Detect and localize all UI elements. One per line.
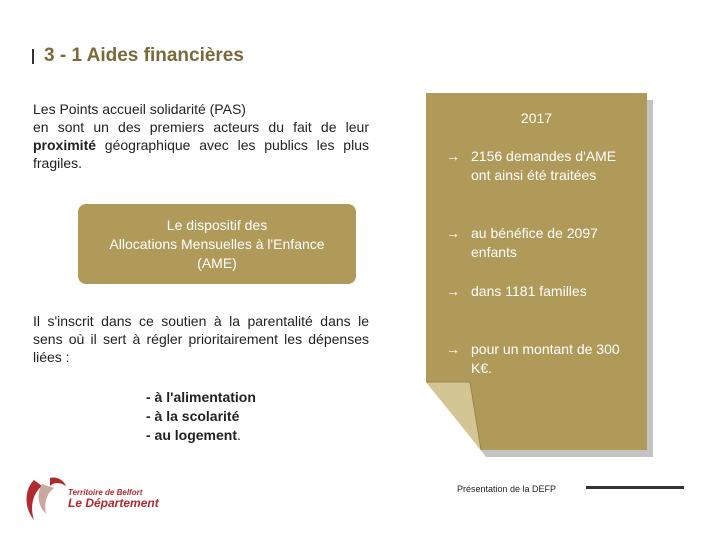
intro-bold: proximité xyxy=(33,137,97,153)
arrow-icon: → xyxy=(446,283,460,299)
logo-top-text: Territoire de Belfort xyxy=(68,488,143,497)
list-item: - au logement. xyxy=(146,427,241,443)
arrow-icon: → xyxy=(446,225,460,241)
box-line-2: Allocations Mensuelles à l'Enfance xyxy=(109,235,325,252)
ame-box xyxy=(78,204,356,284)
description-paragraph: Il s'inscrit dans ce soutien à la parentalité dans le sens où il sert à régler prioritairement les dépenses liées : xyxy=(33,313,369,365)
box-line-1: Le dispositif des xyxy=(166,216,268,233)
stat-text: dans 1181 familles xyxy=(471,283,587,299)
intro-text-after: géographique avec les publics les plus fragiles. xyxy=(33,137,369,171)
bullet-end: . xyxy=(237,427,241,443)
intro-text-before: en sont un des premiers acteurs du fait de leur xyxy=(33,119,369,135)
footer-text: Présentation de la DEFP xyxy=(457,484,557,494)
intro-paragraph xyxy=(33,100,369,172)
expense-list xyxy=(146,388,256,445)
stat-text: au bénéfice de 2097 enfants xyxy=(471,225,598,260)
panel-year: 2017 xyxy=(520,110,553,126)
page-title: 3 - 1 Aides financières xyxy=(44,45,244,66)
list-item: - à l'alimentation xyxy=(146,389,256,405)
arrow-icon: → xyxy=(446,148,460,164)
list-item: - à la scolarité xyxy=(146,408,240,424)
logo-main-text: Le Département xyxy=(68,496,159,510)
stat-text: pour un montant de 300 K€. xyxy=(471,341,620,376)
box-line-3: (AME) xyxy=(197,254,237,271)
title-marker xyxy=(32,49,34,64)
footer-divider xyxy=(586,486,684,489)
stat-text: 2156 demandes d'AME ont ainsi été traitées xyxy=(471,148,617,183)
arrow-icon: → xyxy=(446,341,460,357)
intro-heading: Les Points accueil solidarité (PAS) xyxy=(33,101,246,117)
